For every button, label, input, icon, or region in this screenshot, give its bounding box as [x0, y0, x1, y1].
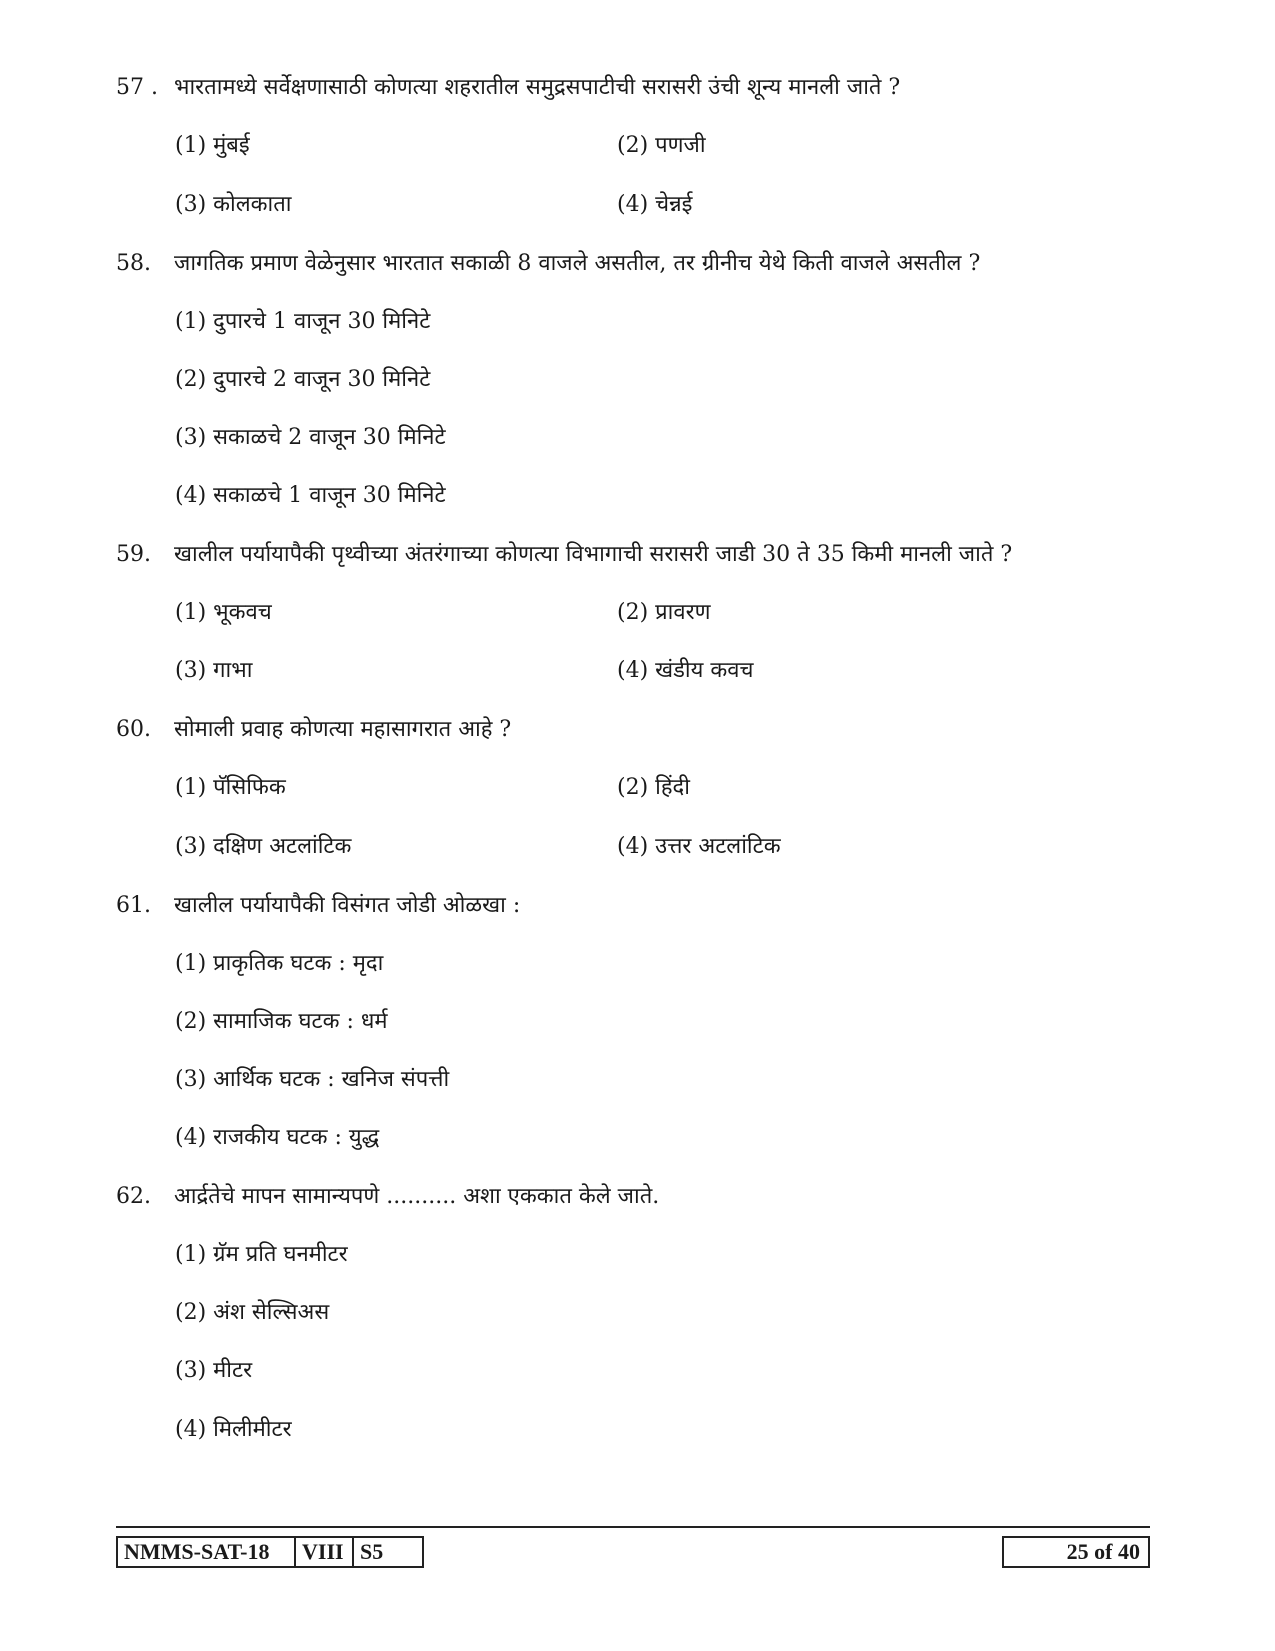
question-text: खालील पर्यायापैकी विसंगत जोडी ओळखा : — [174, 893, 521, 918]
option: (2) सामाजिक घटक : धर्म — [175, 1009, 388, 1034]
question-number: 60. — [116, 717, 151, 742]
page-number: 25 of 40 — [1066, 1539, 1140, 1564]
question-number: 62. — [116, 1184, 151, 1209]
option: (3) मीटर — [175, 1358, 253, 1383]
option: (1) भूकवच — [175, 600, 272, 625]
option: (1) प्राकृतिक घटक : मृदा — [175, 951, 384, 976]
question-62 — [116, 1183, 1166, 1211]
set-label: S5 — [360, 1539, 384, 1564]
option: (4) राजकीय घटक : युद्ध — [175, 1125, 380, 1150]
question-number: 61. — [116, 893, 151, 918]
option: (4) चेन्नई — [617, 192, 693, 217]
question-text: भारतामध्ये सर्वेक्षणासाठी कोणत्या शहरातील समुद्रसपाटीची सरासरी उंची शून्य मानली जाते ? — [174, 75, 901, 100]
question-57 — [116, 74, 1166, 102]
option: (4) खंडीय कवच — [617, 658, 754, 683]
question-text: खालील पर्यायापैकी पृथ्वीच्या अंतरंगाच्या कोणत्या विभागाची सरासरी जाडी 30 ते 35 किमी मानली जाते ? — [174, 542, 1013, 567]
question-59 — [116, 541, 1166, 569]
footer-divider — [116, 1526, 1150, 1528]
option: (3) आर्थिक घटक : खनिज संपत्ती — [175, 1067, 450, 1092]
option: (1) ग्रॅम प्रति घनमीटर — [175, 1242, 348, 1267]
question-text: सोमाली प्रवाह कोणत्या महासागरात आहे ? — [174, 717, 512, 742]
option: (2) हिंदी — [617, 775, 690, 800]
question-text: जागतिक प्रमाण वेळेनुसार भारतात सकाळी 8 वाजले असतील, तर ग्रीनीच येथे किती वाजले असतील ? — [174, 251, 981, 276]
option: (4) उत्तर अटलांटिक — [617, 834, 781, 859]
question-number: 58. — [116, 251, 151, 276]
question-number: 57 . — [116, 75, 158, 100]
option: (3) दक्षिण अटलांटिक — [175, 834, 352, 859]
question-text: आर्द्रतेचे मापन सामान्यपणे .......... अशा एककात केले जाते. — [174, 1184, 660, 1209]
exam-code: NMMS-SAT-18 — [124, 1539, 270, 1564]
option: (1) दुपारचे 1 वाजून 30 मिनिटे — [175, 309, 431, 334]
footer-code-box — [116, 1536, 424, 1568]
question-number: 59. — [116, 542, 151, 567]
option: (2) पणजी — [617, 133, 706, 158]
question-60 — [116, 716, 1166, 744]
page-number-box — [1002, 1536, 1150, 1568]
option: (1) पॅसिफिक — [175, 775, 286, 800]
option: (3) सकाळचे 2 वाजून 30 मिनिटे — [175, 425, 446, 450]
question-61 — [116, 892, 1166, 920]
option: (4) मिलीमीटर — [175, 1417, 292, 1442]
option: (4) सकाळचे 1 वाजून 30 मिनिटे — [175, 483, 446, 508]
option: (3) कोलकाता — [175, 192, 292, 217]
class-label: VIII — [302, 1539, 344, 1564]
option: (2) दुपारचे 2 वाजून 30 मिनिटे — [175, 367, 431, 392]
option: (3) गाभा — [175, 658, 253, 683]
option: (2) अंश सेल्सिअस — [175, 1300, 330, 1325]
option: (1) मुंबई — [175, 133, 250, 158]
option: (2) प्रावरण — [617, 600, 711, 625]
question-58 — [116, 250, 1166, 278]
